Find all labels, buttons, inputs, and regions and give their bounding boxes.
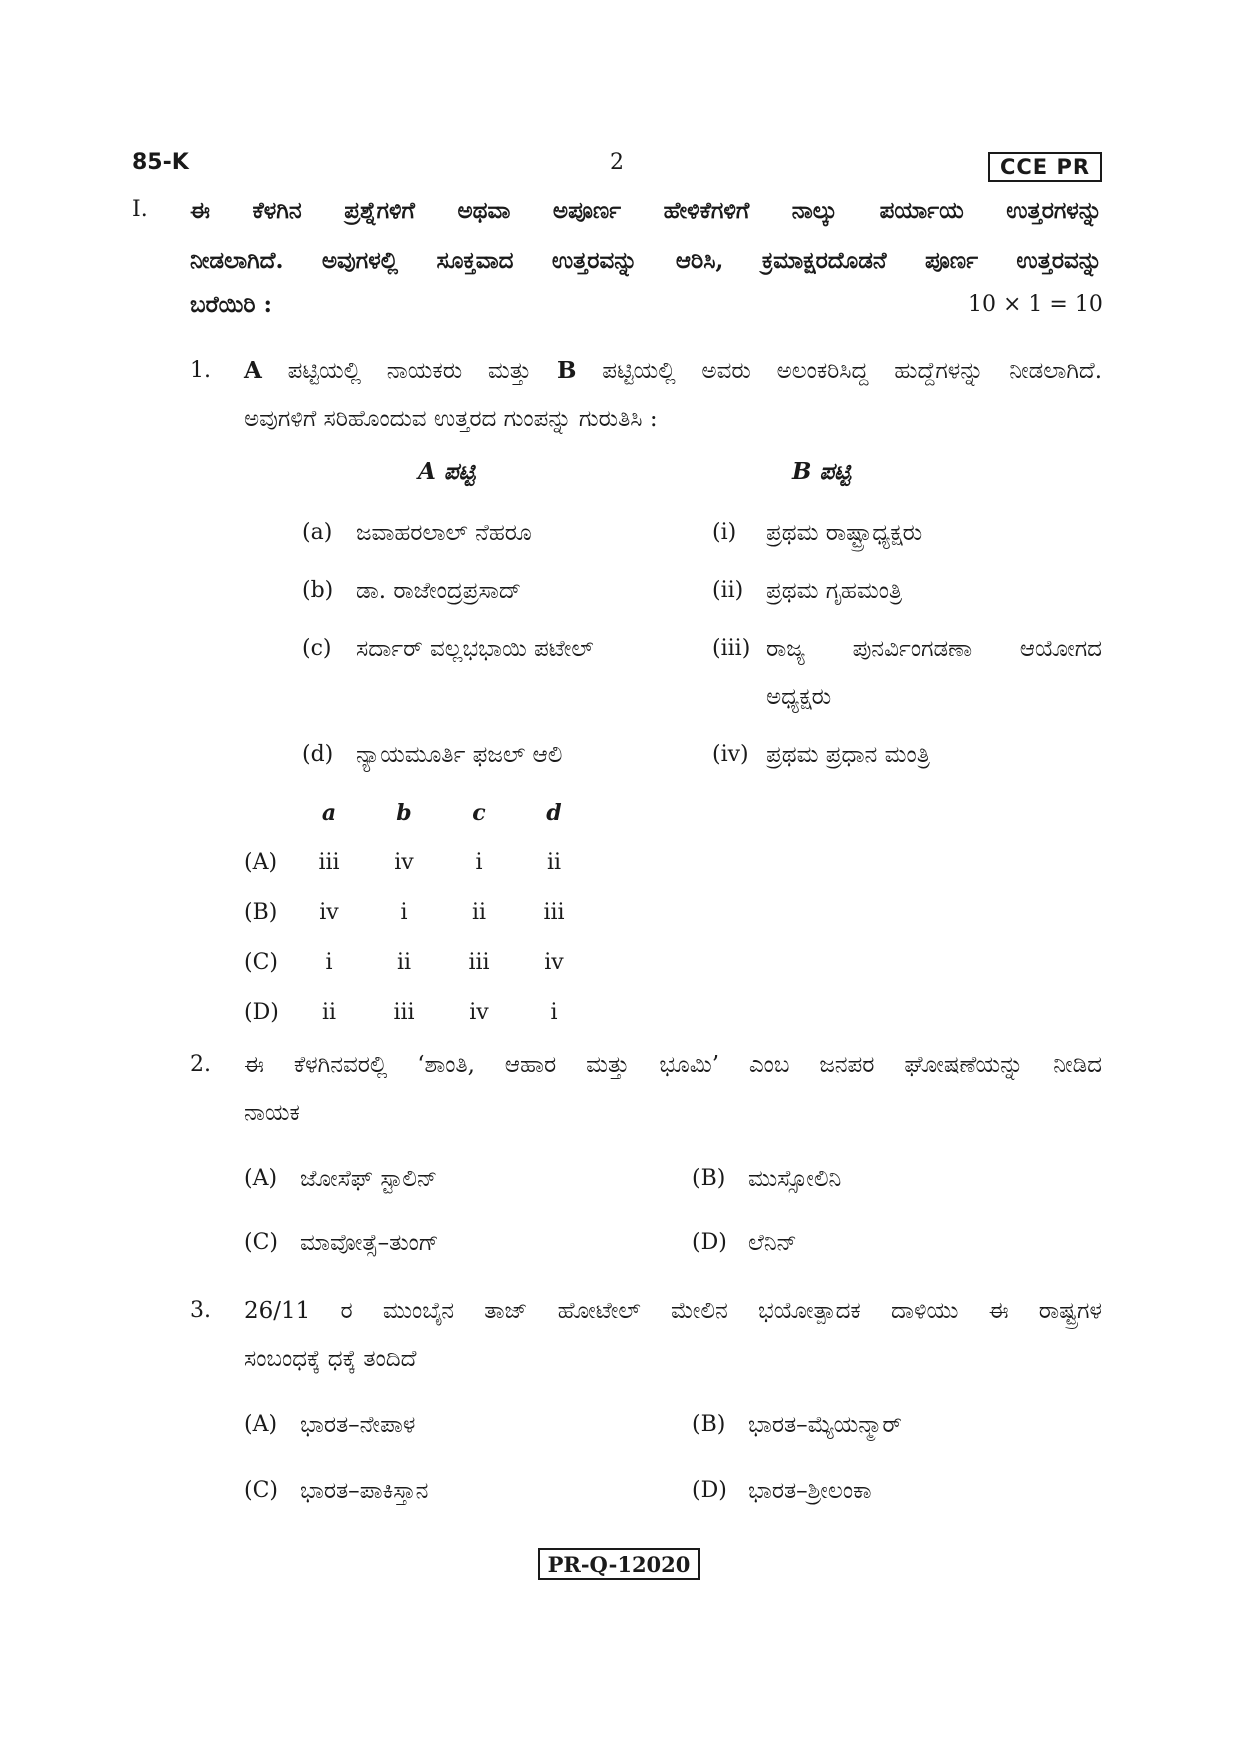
- q1-option-A-a: iii: [318, 850, 340, 875]
- q1-option-D-b: iii: [393, 1000, 415, 1025]
- q1-option-B-c: ii: [471, 900, 487, 925]
- section-instruction-line2: ನೀಡಲಾಗಿದೆ. ಅವುಗಳಲ್ಲಿ ಸೂಕ್ತವಾದ ಉತ್ತರವನ್ನು ಆರಿಸಿ, ಕ್ರಮಾಕ್ಷರದೊಡನೆ ಪೂರ್ಣ ಉತ್ತರವನ್ನು: [190, 247, 1102, 274]
- q1-b-label: (b): [302, 578, 334, 603]
- q1-i-label: (i): [712, 520, 737, 545]
- q3-option-C-text: ಭಾರತ–ಪಾಕಿಸ್ತಾನ: [300, 1478, 429, 1504]
- q1-option-C-b: ii: [396, 950, 412, 975]
- q1-option-D-a: ii: [321, 1000, 337, 1025]
- q2-option-B-text: ಮುಸ್ಸೋಲಿನಿ: [748, 1166, 842, 1192]
- q1-list-b-ref: B: [557, 357, 577, 384]
- q3-number: 3.: [190, 1298, 211, 1323]
- q1-option-A-b: iv: [394, 850, 414, 875]
- q1-a-label: (a): [302, 520, 333, 545]
- q1-option-A-c: i: [475, 850, 483, 875]
- q1-d-text: ನ್ಯಾಯಮೂರ್ತಿ ಫಜಲ್ ಆಲಿ: [356, 742, 563, 768]
- q1-option-A-d: ii: [546, 850, 562, 875]
- q3-line1: 26/11 ರ ಮುಂಬೈನ ತಾಜ್ ಹೋಟೇಲ್ ಮೇಲಿನ ಭಯೋತ್ಪಾದಕ ದಾಳಿಯು ಈ ರಾಷ್ಟ್ರಗಳ: [244, 1298, 1102, 1324]
- q1-col-a-heading: A ಪಟ್ಟಿ: [418, 458, 476, 485]
- q3-option-D-label: (D): [692, 1478, 727, 1503]
- q2-option-A-text: ಜೋಸೆಫ್ ಸ್ಟಾಲಿನ್: [300, 1166, 438, 1192]
- q1-ii-text: ಪ್ರಥಮ ಗೃಹಮಂತ್ರಿ: [766, 578, 903, 604]
- q1-option-D-c: iv: [469, 1000, 489, 1025]
- q1-c-label: (c): [302, 636, 332, 661]
- q2-option-D-label: (D): [692, 1230, 727, 1255]
- q2-line1: ಈ ಕೆಳಗಿನವರಲ್ಲಿ ‘ಶಾಂತಿ, ಆಹಾರ ಮತ್ತು ಭೂಮಿ’ ಎಂಬ ಜನಪರ ಘೋಷಣೆಯನ್ನು ನೀಡಿದ: [244, 1052, 1102, 1078]
- q1-option-B-a: iv: [319, 900, 339, 925]
- q1-option-C-a: i: [325, 950, 333, 975]
- q1-iv-text: ಪ್ರಥಮ ಪ್ರಧಾನ ಮಂತ್ರಿ: [766, 742, 930, 768]
- q1-iv-label: (iv): [712, 742, 749, 767]
- q1-opt-header-d: d: [546, 800, 562, 826]
- q2-option-B-label: (B): [692, 1166, 726, 1191]
- q1-a-text: ಜವಾಹರಲಾಲ್ ನೆಹರೂ: [356, 520, 532, 546]
- q1-line2: ಅವುಗಳಿಗೆ ಸರಿಹೊಂದುವ ಉತ್ತರದ ಗುಂಪನ್ನು ಗುರುತಿಸಿ :: [244, 406, 658, 432]
- q3-option-B-label: (B): [692, 1412, 726, 1437]
- q1-d-label: (d): [302, 742, 334, 767]
- q1-option-D-d: i: [550, 1000, 558, 1025]
- q3-option-B-text: ಭಾರತ–ಮ್ಯೆಯನ್ಮಾರ್: [748, 1412, 902, 1438]
- q2-option-C-label: (C): [244, 1230, 278, 1255]
- q2-option-D-text: ಲೆನಿನ್: [748, 1230, 797, 1256]
- page-number: 2: [610, 150, 624, 175]
- q1-list-a-ref: A: [244, 357, 262, 384]
- q1-option-D-label: (D): [244, 1000, 279, 1025]
- section-marks: 10 × 1 = 10: [968, 292, 1103, 317]
- q1-option-B-label: (B): [244, 900, 278, 925]
- q3-option-A-text: ಭಾರತ–ನೇಪಾಳ: [300, 1412, 416, 1438]
- paper-type-box: CCE PR: [988, 152, 1102, 182]
- q1-option-B-d: iii: [543, 900, 565, 925]
- footer-code-box: PR-Q-12020: [538, 1548, 700, 1580]
- q1-col-b-heading: B ಪಟ್ಟಿ: [792, 458, 851, 485]
- q1-iii-label: (iii): [712, 636, 751, 661]
- q1-iii-text: ರಾಜ್ಯ ಪುನರ್ವಿಂಗಡಣಾ ಆಯೋಗದ: [766, 636, 1102, 662]
- q1-i-text: ಪ್ರಥಮ ರಾಷ್ಟ್ರಾಧ್ಯಕ್ಷರು: [766, 520, 923, 546]
- q2-number: 2.: [190, 1052, 211, 1077]
- q1-option-B-b: i: [400, 900, 408, 925]
- q2-option-C-text: ಮಾವೋತ್ಸೆ–ತುಂಗ್: [300, 1230, 439, 1256]
- q1-option-C-d: iv: [544, 950, 564, 975]
- section-number: I.: [132, 197, 148, 222]
- q1-line1-part4: ಪಟ್ಟಿಯಲ್ಲಿ ಅವರು ಅಲಂಕರಿಸಿದ್ದ ಹುದ್ದೆಗಳನ್ನು ನೀಡಲಾಗಿದೆ.: [576, 358, 1102, 384]
- paper-code: 85-K: [132, 150, 189, 175]
- q1-number: 1.: [190, 358, 211, 383]
- section-instruction-line1: ಈ ಕೆಳಗಿನ ಪ್ರಶ್ನೆಗಳಿಗೆ ಅಥವಾ ಅಪೂರ್ಣ ಹೇಳಿಕೆಗಳಿಗೆ ನಾಲ್ಕು ಪರ್ಯಾಯ ಉತ್ತರಗಳನ್ನು: [190, 197, 1102, 224]
- q1-option-C-label: (C): [244, 950, 278, 975]
- q1-line1: [244, 356, 1102, 386]
- q1-option-C-c: iii: [468, 950, 490, 975]
- q1-ii-label: (ii): [712, 578, 744, 603]
- q1-c-text: ಸರ್ದಾರ್ ವಲ್ಲಭಭಾಯಿ ಪಟೇಲ್: [356, 636, 594, 662]
- q1-opt-header-c: c: [472, 800, 486, 826]
- q3-option-C-label: (C): [244, 1478, 278, 1503]
- section-instruction-line3: ಬರೆಯಿರಿ :: [190, 291, 273, 318]
- q1-line1-part2: ಪಟ್ಟಿಯಲ್ಲಿ ನಾಯಕರು ಮತ್ತು: [261, 358, 558, 384]
- q1-b-text: ಡಾ. ರಾಜೇಂದ್ರಪ್ರಸಾದ್: [356, 578, 522, 604]
- q1-iii-text-cont: ಅಧ್ಯಕ್ಷರು: [766, 684, 832, 710]
- q2-option-A-label: (A): [244, 1166, 278, 1191]
- q1-option-A-label: (A): [244, 850, 278, 875]
- q3-line2: ಸಂಬಂಧಕ್ಕೆ ಧಕ್ಕೆ ತಂದಿದೆ: [244, 1346, 417, 1372]
- q2-line2: ನಾಯಕ: [244, 1100, 300, 1126]
- q1-opt-header-b: b: [396, 800, 412, 826]
- q1-opt-header-a: a: [321, 800, 337, 826]
- q3-option-A-label: (A): [244, 1412, 278, 1437]
- q3-option-D-text: ಭಾರತ–ಶ್ರೀಲಂಕಾ: [748, 1478, 872, 1504]
